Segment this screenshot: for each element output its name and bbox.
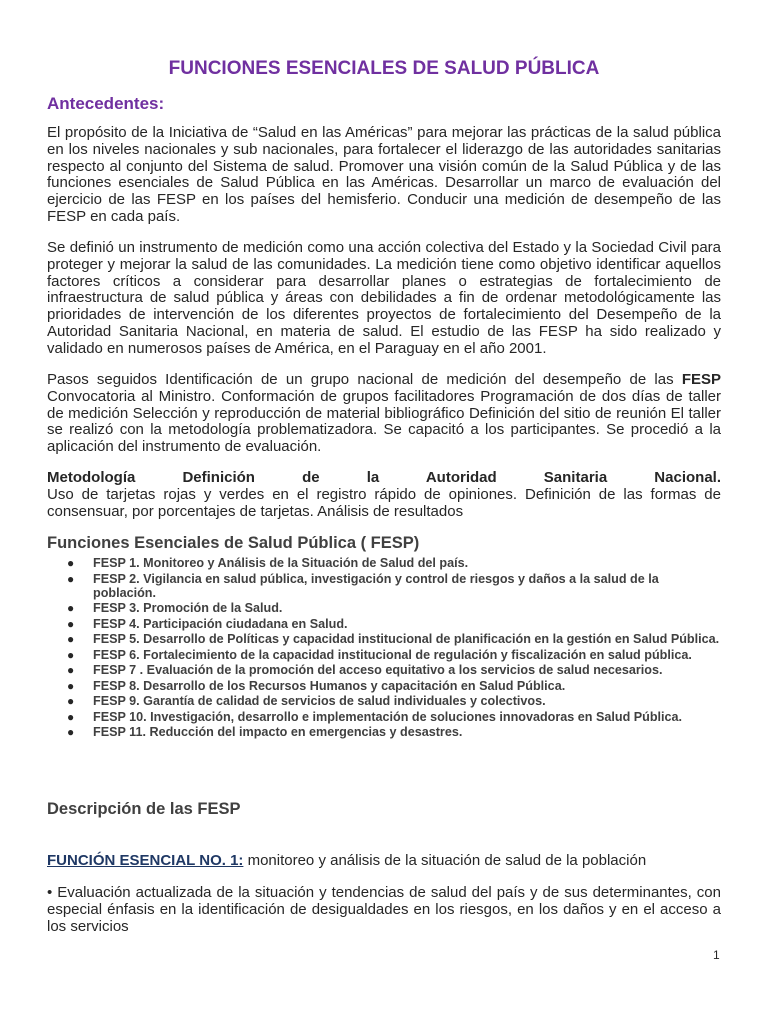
fesp-item (47, 556, 721, 570)
fesp-item-text: FESP 8. Desarrollo de los Recursos Humanos y capacitación en Salud Pública. (93, 678, 566, 693)
fesp-item (47, 617, 721, 631)
fesp-item (47, 679, 721, 693)
descripcion-heading: Descripción de las FESP (47, 800, 241, 818)
fesp-item (47, 632, 721, 646)
fesp-item (47, 648, 721, 662)
page-number: 1 (713, 948, 720, 962)
funcion-esencial-1-text: monitoreo y análisis de la situación de salud de la población (243, 852, 647, 869)
paragraph-metodologia (47, 470, 721, 520)
pasos-text-continued: Convocatoria al Ministro. Conformación de grupos facilitadores Programación de dos días de taller de medición Selección y reproducción de material bibliográfico Definición del sitio de reunión El taller se realizó con la metodología problematizadora. Se capacitó a los participantes. Se procedió a la aplicación del instrumento de evaluación. (47, 387, 721, 456)
fesp-item (47, 710, 721, 724)
bullet-icon: ● (67, 616, 75, 631)
bullet-icon: ● (67, 632, 75, 647)
paragraph-proposito: El propósito de la Iniciativa de “Salud en las Américas” para mejorar las prácticas de la salud pública en los niveles nacionales y sub nacionales, para fortalecer el liderazgo de las autoridades sanitarias respecto al conjunto del Sistema de salud. Promover una visión común de la Salud Pública y de las funciones esenciales de Salud Pública en las Américas. Desarrollar un marco de evaluación del ejercicio de las FESP en los países del hemisferio. Conducir una medición de desempeño de las FESP en cada país. (47, 124, 721, 225)
document-title: FUNCIONES ESENCIALES DE SALUD PÚBLICA (168, 58, 600, 79)
fesp-item-text: FESP 10. Investigación, desarrollo e implementación de soluciones innovadoras en Salud Pública. (93, 709, 683, 724)
fesp-item-text: FESP 2. Vigilancia en salud pública, investigación y control de riesgos y daños a la salud de la población. (93, 571, 659, 600)
bullet-icon: ● (67, 725, 75, 740)
fesp-item-text: FESP 5. Desarrollo de Políticas y capacidad institucional de planificación en la gestión en Salud Pública. (93, 632, 720, 647)
fesp-item-text: FESP 9. Garantía de calidad de servicios de salud individuales y colectivos. (93, 694, 546, 709)
metodologia-text: Uso de tarjetas rojas y verdes en el registro rápido de opiniones. Definición de las formas de consensuar, por porcentajes de tarjetas. Análisis de resultados (47, 485, 721, 520)
bullet-icon: ● (67, 663, 75, 678)
fesp-item-text: FESP 3. Promoción de la Salud. (93, 601, 283, 616)
paragraph-evaluacion: • Evaluación actualizada de la situación y tendencias de salud del país y de sus determinantes, con especial énfasis en la identificación de desigualdades en los riesgos, en los daños y en el acceso a los servicios (47, 884, 721, 935)
fesp-item-text: FESP 4. Participación ciudadana en Salud. (93, 616, 348, 631)
paragraph-pasos (47, 372, 721, 456)
fesp-item-text: FESP 7 . Evaluación de la promoción del acceso equitativo a los servicios de salud necesarios. (93, 663, 663, 678)
paragraph-instrumento: Se definió un instrumento de medición como una acción colectiva del Estado y la Sociedad Civil para proteger y mejorar la salud de las comunidades. La medición tiene como objetivo identificar aquellos factores críticos a considerar para desarrollar planes o estrategias de fortalecimiento de infraestructura de salud pública y áreas con debilidades a fin de ordenar metodológicamente las prioridades de intervención de los diferentes proyectos de fortalecimiento del Desempeño de la Autoridad Sanitaria Nacional, en materia de salud. El estudio de las FESP ha sido realizado y validado en numerosos países de América, en el Paraguay en el año 2001. (47, 239, 721, 357)
fesp-item (47, 694, 721, 708)
bullet-icon: ● (67, 556, 75, 570)
bullet-icon: ● (67, 647, 75, 662)
fesp-item-text: FESP 1. Monitoreo y Análisis de la Situación de Salud del país. (93, 556, 469, 570)
fesp-item-text: FESP 11. Reducción del impacto en emergencias y desastres. (93, 725, 463, 740)
pasos-text: Pasos seguidos Identificación de un grupo nacional de medición del desempeño de las (47, 371, 682, 388)
fesp-item (47, 601, 721, 615)
antecedentes-heading: Antecedentes: (47, 94, 165, 113)
fesp-item (47, 663, 721, 677)
bullet-icon: ● (67, 709, 75, 724)
bullet-icon: ● (67, 601, 75, 616)
funcion-esencial-1 (47, 852, 721, 869)
fesp-heading: Funciones Esenciales de Salud Pública ( FESP) (47, 534, 420, 552)
fesp-item (47, 725, 721, 739)
fesp-bold: FESP (681, 371, 721, 388)
fesp-item (47, 572, 721, 600)
funcion-esencial-1-label[interactable]: FUNCIÓN ESENCIAL NO. 1: (47, 852, 244, 869)
bullet-icon: ● (67, 571, 75, 586)
bullet-icon: ● (67, 694, 75, 709)
fesp-list (47, 556, 721, 741)
fesp-item-text: FESP 6. Fortalecimiento de la capacidad institucional de regulación y fiscalización en salud pública. (93, 647, 692, 662)
bullet-icon: ● (67, 678, 75, 693)
metodologia-bold: Metodología Definición de la Autoridad Sanitaria Nacional. (47, 469, 721, 486)
